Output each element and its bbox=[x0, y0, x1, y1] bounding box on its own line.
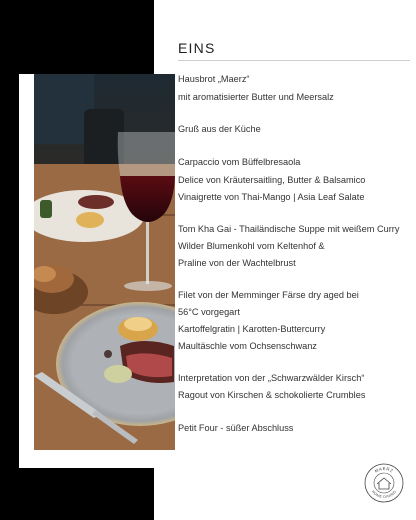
menu-line: Vinaigrette von Thai-Mango | Asia Leaf Salate bbox=[178, 192, 365, 202]
menu-line: Hausbrot „Maerz“ bbox=[178, 74, 250, 84]
menu-line: Kartoffelgratin | Karotten-Buttercurry bbox=[178, 324, 326, 334]
food-photo bbox=[34, 74, 175, 450]
menu-line: Filet von der Memminger Färse dry aged bei bbox=[178, 290, 359, 300]
menu-line: Carpaccio vom Büffelbresaola bbox=[178, 157, 301, 167]
menu-line: Wilder Blumenkohl vom Keltenhof & bbox=[178, 241, 325, 251]
menu-line: Ragout von Kirschen & schokolierte Crumbles bbox=[178, 390, 366, 400]
menu-line: Gruß aus der Küche bbox=[178, 124, 261, 134]
menu-line: Petit Four - süßer Abschluss bbox=[178, 423, 294, 433]
menu-line: Delice von Kräutersaitling, Butter & Balsamico bbox=[178, 175, 366, 185]
menu-line: mit aromatisierter Butter und Meersalz bbox=[178, 92, 334, 102]
logo-bottom-text: HOME DINING bbox=[370, 489, 398, 500]
menu-line: Maultäschle vom Ochsenschwanz bbox=[178, 341, 317, 351]
svg-text:HOME DINING bbox=[371, 490, 397, 499]
logo-top-text: MAERZ bbox=[373, 465, 395, 474]
menu-line: 56°C vorgegart bbox=[178, 307, 240, 317]
menu-line: Interpretation von der „Schwarzwälder Kirsch“ bbox=[178, 373, 365, 383]
menu-title: EINS bbox=[178, 40, 216, 56]
maerz-home-dining-logo bbox=[364, 463, 404, 503]
menu-line: Tom Kha Gai - Thailändische Suppe mit weißem Curry bbox=[178, 224, 400, 234]
title-divider bbox=[178, 60, 410, 61]
menu-line: Praline von der Wachtelbrust bbox=[178, 258, 296, 268]
svg-text:MAERZ bbox=[374, 466, 395, 474]
